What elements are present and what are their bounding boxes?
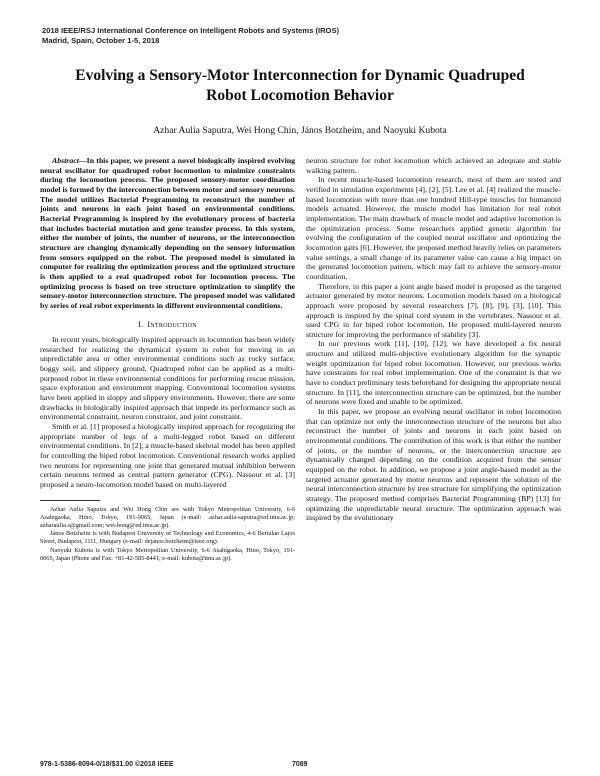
body-paragraph: Therefore, in this paper a joint angle based model is proposed as the targeted actuator generated by motor neurons. Locomotion models based on a biological approach were proposed by several researchers [7], [8], [9], [3], [10]. This approach is inspired by the spinal cord system in the vertebrates. Nassour et al. used CPG in for biped robot locomotion. He proposed multi-layered neuron structure for improving the performance of stability [3]. — [306, 281, 561, 339]
section-number: I. — [138, 319, 144, 329]
author-list: Azhar Aulia Saputra, Wei Hong Chin, János Botzheim, and Naoyuki Kubota — [153, 125, 447, 136]
section-title: Introduction — [147, 319, 197, 329]
copyright-isbn: 978-1-5386-8094-0/18/$31.00 ©2018 IEEE — [40, 761, 174, 768]
section-heading-introduction — [40, 320, 295, 330]
body-paragraph: In recent muscle-based locomotion research, most of them are tested and verified in simulation experiments [4], [2], [5]. Lee et al. [4] realized the muscle-based locomotion with more than one hundred Hill-type muscles for humanoid models actuated. However, the muscle model has limitation for real robot implementation. The main drawback of muscle model and adaptive locomotion is the optimization process. Some researchers applied genetic algorithm for evolving the configuration of the coupled neural oscillator and optimizing the locomotion gaits [6]. However, the proposed method heavily relies on parameters value settings, a small change of its parameter value can cause a big impact on the generated locomotion pattern, which may fail to achieve the sensory-motor coordination. — [306, 175, 561, 281]
footnote-item: Naoyuki Kubota is with Tokyo Metropolitan University, 6-6 Asahigaoka, Hino, Tokyo, 191-0065, Japan (Phone and Fax: +81-42-585-8441; e-mail: kubota@tmu.ac.jp). — [40, 546, 295, 562]
title-line-2: Robot Locomotion Behavior — [206, 87, 394, 104]
conference-name: 2018 IEEE/RSJ International Conference on Intelligent Robots and Systems (IROS) — [42, 26, 340, 35]
continued-paragraph: neuron structure for robot locomotion which achieved an adequate and stable walking pattern. — [306, 156, 561, 175]
conference-location: Madrid, Spain, October 1-5, 2018 — [42, 35, 160, 45]
body-paragraph: In our previous work [11], [10], [12], we have developed a fix neural structure and utilized multi-objective evolutionary algorithm for the synaptic weight optimization for biped robot locomotion. However, our previous works have constraints for real robot implementation. One of the constraint is that we have to conduct preliminary tests beforehand for designing the appropriate neural structure. In [11], the interconnection structure can be optimized, but the number of neurons were fixed and unable to be optimized. — [306, 339, 561, 407]
intro-paragraph: Smith et al. [1] proposed a biologically inspired approach for recognizing the appropriate number of legs of a multi-legged robot based on different environmental conditions. In [2], a muscle-based skeletal model has been applied for controlling the biped robot locomotion. Conventional research works applied two neurons for representing one joint that generated mutual inhibition between certain neurons termed as central pattern generator (CPG). Nassour et al. [3] proposed a neuro-locomotion model based on multi-layered — [40, 422, 295, 489]
right-column — [306, 156, 561, 523]
abstract — [40, 156, 295, 311]
abstract-text: —In this paper, we present a novel biologically inspired evolving neural oscillator for quadruped robot locomotion to minimize constraints during the locomotion process. The proposed sensory-motor coordination model is formed by the interconnection between motor and sensory neurons. The model utilizes Bacterial Programming to reconstruct the number of joints and neurons in each joint based on environmental conditions. Bacterial Programming is inspired by the evolutionary process of bacteria that includes bacterial mutation and gene transfer process. In this system, either the number of joints, the number of neurons, or the interconnection structure are changing dynamically depending on the sensory information from sensors equipped on the robot. The proposed model is simulated in computer for realizing the optimization process and the optimized structure is then applied to a real quadruped robot for locomotion process. The optimizing process is based on tree structure optimization to simplify the sensory-motor interconnection structure. The proposed model was validated by series of real robot experiments in different environmental conditions. — [40, 156, 295, 310]
title-line-1: Evolving a Sensory-Motor Interconnection for Dynamic Quadruped — [75, 67, 525, 84]
paper-title — [40, 66, 560, 106]
footnote-item: János Botzheim is with Budapest University of Technology and Economics, 4-6 Bertalan Lajos Street, Budapest, 1111, Hungary (e-mail: dejanos.botzheim@ieee.org). — [40, 530, 295, 546]
footnote-divider — [40, 500, 100, 501]
intro-paragraph: In recent years, biologically inspired approach in locomotion has been widely researched for realizing the dynamical system in robot for moving in an unpredictable area or other environmental conditions such as rocky surface, boggy soil, and slippery ground. Quadruped robot can be applied as a multi-purposed robot in these environmental conditions for performing rescue mission, space exploration and environment mapping. Conventional locomotion systems have been applied in sloppy and slippery environments. However, there are some drawbacks in biologically inspired approach that impede its performance such as environmental constraint, neuron constraint, and joint constraint. — [40, 335, 295, 422]
conference-header — [42, 26, 562, 45]
body-paragraph: In this paper, we propose an evolving neural oscillator in robot locomotion that can optimize not only the interconnection structure of the neurons but also reconstruct the number of joints and neurons in each joint based on environmental conditions. The contribution of this work is that either the number of joints, or the number of neurons, or the interconnection structure are dynamically changed depending on the condition acquired from the sensor equipped on the robot. In addition, we propose a joint angle-based model as the targeted actuator generated by motor neurons and represent the solution of the neural interconnection structure by tree structure for simplifying the optimization strategy. The proposed method comprises Bacterial Programming (BP) [13] for optimizing the unpredictable neural structure. The optimization approach was inspired by the evolutionary — [306, 407, 561, 523]
affiliation-footnotes — [40, 506, 295, 563]
footnote-item: Azhar Aulia Saputra and Wei Hong Chin are with Tokyo Metropolitan University, 6-6 Asahigaoka, Hino, Tokyo, 191-0065, Japan (e-mail: azhar.aulia-saputra@ed.tmu.ac.jp; azharaulia.s@gmail.com; wei-hong@ed.tmu.ac.jp). — [40, 505, 295, 530]
page-number: 7089 — [292, 761, 308, 768]
left-column — [40, 156, 295, 563]
abstract-label: Abstract — [52, 156, 79, 165]
